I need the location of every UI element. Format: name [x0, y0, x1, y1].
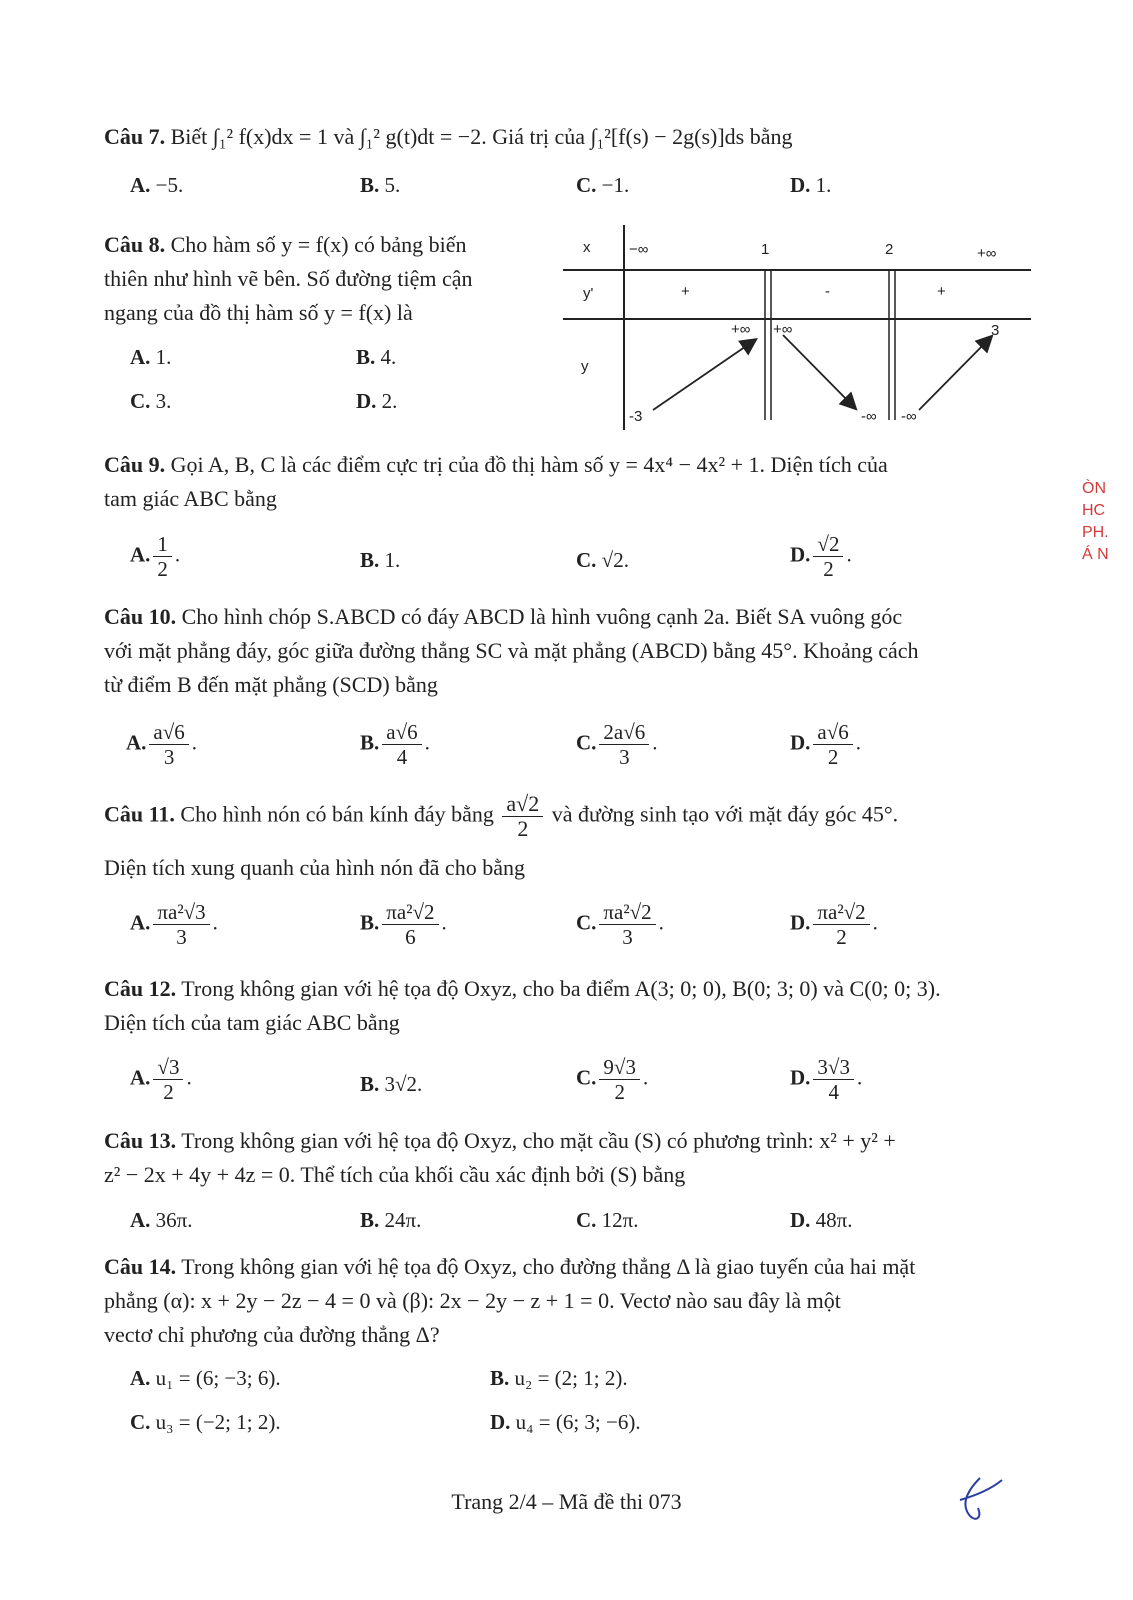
question-11: Câu 11. Cho hình nón có bán kính đáy bằng $\frac{a√2}{2}$ và đường sinh tạo với mặt đáy góc 45°.: [104, 791, 899, 841]
signature-mark: [950, 1470, 1010, 1530]
option-a[interactable]: A. $\frac{1}{2}$ .: [130, 532, 181, 581]
question-13: Câu 13. Trong không gian với hệ tọa độ Oxyz, cho mặt cầu (S) có phương trình: x² + y² +: [104, 1128, 896, 1153]
question-12: Câu 12. Trong không gian với hệ tọa độ Oxyz, cho ba điểm A(3; 0; 0), B(0; 3; 0) và C(0; 0; 3).: [104, 976, 941, 1001]
y-value: -∞: [861, 408, 877, 425]
x-value: +∞: [977, 245, 997, 262]
question-text: tam giác ABC bằng: [104, 486, 277, 511]
y-value: -3: [629, 408, 643, 425]
option-c[interactable]: C. $\frac{\text{πa²√2}}{3}$ .: [576, 900, 664, 949]
option-a[interactable]: A. $\frac{√3}{2}$ .: [130, 1055, 192, 1104]
option-b[interactable]: B. $\frac{a√6}{4}$ .: [360, 720, 430, 769]
question-text: Biết ∫₁² f(x)dx = 1 và ∫₁² g(t)dt = −2. Giá trị của ∫₁²[f(s) − 2g(s)]ds bằng: [170, 124, 793, 149]
red-stamp-fragment: ÒN HC PH. Á N: [1082, 480, 1109, 563]
option-a[interactable]: A. 36π.: [130, 1208, 193, 1232]
question-label: Câu 11.: [104, 801, 175, 827]
x-value: 2: [885, 241, 894, 258]
option-c[interactable]: C. 12π.: [576, 1208, 639, 1232]
option-c[interactable]: C. $\frac{2a√6}{3}$ .: [576, 720, 658, 769]
option-b[interactable]: B. 4.: [356, 345, 397, 369]
question-text: từ điểm B đến mặt phẳng (SCD) bằng: [104, 672, 438, 697]
option-c[interactable]: C. √2.: [576, 548, 629, 572]
option-a[interactable]: A. −5.: [130, 173, 184, 197]
x-value: −∞: [629, 241, 649, 258]
arrow-up-1: [653, 340, 755, 410]
question-10: Câu 10. Cho hình chóp S.ABCD có đáy ABCD là hình vuông cạnh 2a. Biết SA vuông góc: [104, 604, 903, 629]
sign: -: [825, 283, 830, 300]
option-d[interactable]: D. $\frac{3√3}{4}$ .: [790, 1055, 863, 1104]
option-b[interactable]: B. 1.: [360, 548, 401, 572]
question-text: Diện tích xung quanh của hình nón đã cho bằng: [104, 855, 525, 880]
y-value: +∞: [773, 321, 793, 338]
option-c[interactable]: C. $\frac{9√3}{2}$ .: [576, 1055, 649, 1104]
row-label-x: x: [583, 239, 591, 256]
variation-table: [563, 225, 1031, 430]
option-c[interactable]: C. −1.: [576, 173, 630, 197]
radius-fraction: $\frac{a√2}{2}$: [502, 792, 543, 841]
row-label-y: y: [581, 358, 589, 375]
row-label-yprime: y': [583, 285, 594, 302]
sign: +: [681, 283, 690, 300]
sign: +: [937, 283, 946, 300]
question-label: Câu 8.: [104, 232, 166, 257]
option-a[interactable]: A. $\frac{\text{πa²√3}}{3}$ .: [130, 900, 218, 949]
question-9: Câu 9. Gọi A, B, C là các điểm cực trị của đồ thị hàm số y = 4x⁴ − 4x² + 1. Diện tích của: [104, 452, 888, 477]
option-c[interactable]: C. u₃ = (−2; 1; 2).: [130, 1410, 281, 1434]
question-8: Câu 8. Cho hàm số y = f(x) có bảng biến: [104, 232, 467, 257]
question-text: z² − 2x + 4y + 4z = 0. Thể tích của khối cầu xác định bởi (S) bằng: [104, 1162, 686, 1187]
question-label: Câu 7.: [104, 124, 166, 149]
page-footer: Trang 2/4 – Mã đề thi 073: [451, 1489, 682, 1514]
question-text: với mặt phẳng đáy, góc giữa đường thẳng SC và mặt phẳng (ABCD) bằng 45°. Khoảng cách: [104, 638, 919, 663]
option-b[interactable]: B. 3√2.: [360, 1072, 423, 1096]
option-a[interactable]: A. $\frac{a√6}{3}$ .: [126, 720, 198, 769]
y-value: 3: [991, 322, 1000, 339]
question-7: [104, 120, 793, 154]
option-d[interactable]: D. 2.: [356, 389, 398, 413]
question-label: Câu 13.: [104, 1128, 177, 1153]
x-value: 1: [761, 241, 770, 258]
question-label: Câu 10.: [104, 604, 177, 629]
option-a[interactable]: A. u₁ = (6; −3; 6).: [130, 1366, 281, 1390]
option-b[interactable]: B. 24π.: [360, 1208, 422, 1232]
option-b[interactable]: B. $\frac{\text{πa²√2}}{6}$ .: [360, 900, 447, 949]
question-text: vectơ chỉ phương của đường thẳng Δ?: [104, 1322, 440, 1347]
option-c[interactable]: C. 3.: [130, 389, 172, 413]
option-a[interactable]: A. 1.: [130, 345, 172, 369]
option-d[interactable]: D. 1.: [790, 173, 832, 197]
question-text: Diện tích của tam giác ABC bằng: [104, 1010, 400, 1035]
question-14: Câu 14. Trong không gian với hệ tọa độ Oxyz, cho đường thẳng Δ là giao tuyến của hai mặt: [104, 1254, 916, 1279]
option-b[interactable]: B. 5.: [360, 173, 401, 197]
option-b[interactable]: B. u₂ = (2; 1; 2).: [490, 1366, 628, 1390]
question-label: Câu 12.: [104, 976, 177, 1001]
option-d[interactable]: D. u₄ = (6; 3; −6).: [490, 1410, 641, 1434]
question-text: phẳng (α): x + 2y − 2z − 4 = 0 và (β): 2x − 2y − z + 1 = 0. Vectơ nào sau đây là một: [104, 1288, 841, 1313]
question-label: Câu 14.: [104, 1254, 177, 1279]
y-value: -∞: [901, 408, 917, 425]
option-d[interactable]: D. $\frac{a√6}{2}$ .: [790, 720, 862, 769]
y-value: +∞: [731, 321, 751, 338]
arrow-up-2: [919, 337, 991, 410]
question-text: thiên như hình vẽ bên. Số đường tiệm cận: [104, 266, 473, 291]
arrow-down: [783, 335, 855, 408]
option-d[interactable]: D. 48π.: [790, 1208, 853, 1232]
option-d[interactable]: D. $\frac{\text{πa²√2}}{2}$ .: [790, 900, 878, 949]
question-text: ngang của đồ thị hàm số y = f(x) là: [104, 300, 413, 325]
question-label: Câu 9.: [104, 452, 166, 477]
option-d[interactable]: D. $\frac{√2}{2}$ .: [790, 532, 852, 581]
